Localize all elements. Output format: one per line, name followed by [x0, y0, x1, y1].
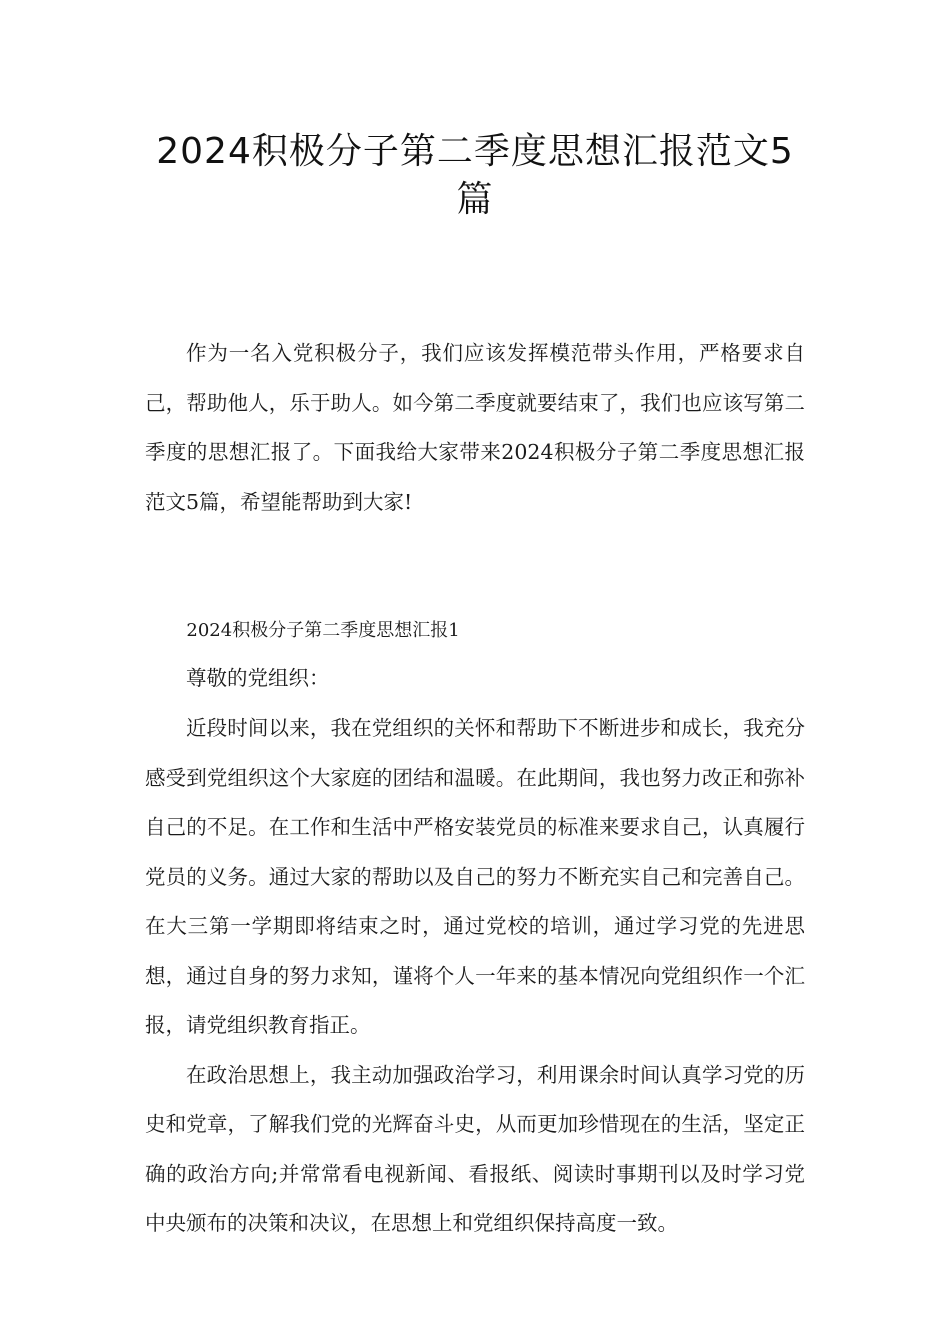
document-page [145, 128, 805, 1249]
salutation: 尊敬的党组织： [186, 666, 330, 690]
section-heading: 2024积极分子第二季度思想汇报1 [186, 620, 460, 641]
body-paragraph: 近段时间以来，我在党组织的关怀和帮助下不断进步和成长，我充分感受到党组织这个大家庭的团结和温暖。在此期间，我也努力改正和弥补自己的不足。在工作和生活中严格安装党员的标准来要求自己，认真履行党员的义务。通过大家的帮助以及自己的努力不断充实自己和完善自己。在大三第一学期即将结束之时，通过党校的培训，通过学习党的先进思想，通过自身的努力求知，谨将个人一年来的基本情况向党组织作一个汇报，请党组织教育指正。 [145, 716, 805, 1037]
intro-section [145, 329, 805, 527]
body-paragraph: 在政治思想上，我主动加强政治学习，利用课余时间认真学习党的历史和党章，了解我们党的光辉奋斗史，从而更加珍惜现在的生活，坚定正确的政治方向;并常常看电视新闻、看报纸、阅读时事期刊以及时学习党中央颁布的决策和决议，在思想上和党组织保持高度一致。 [145, 1062, 805, 1235]
document-title: 2024积极分子第二季度思想汇报范文5篇 [156, 131, 794, 220]
intro-paragraph: 作为一名入党积极分子，我们应该发挥模范带头作用，严格要求自己，帮助他人，乐于助人。如今第二季度就要结束了，我们也应该写第二季度的思想汇报了。下面我给大家带来2024积极分子第二季度思想汇报范文5篇，希望能帮助到大家! [145, 341, 805, 514]
